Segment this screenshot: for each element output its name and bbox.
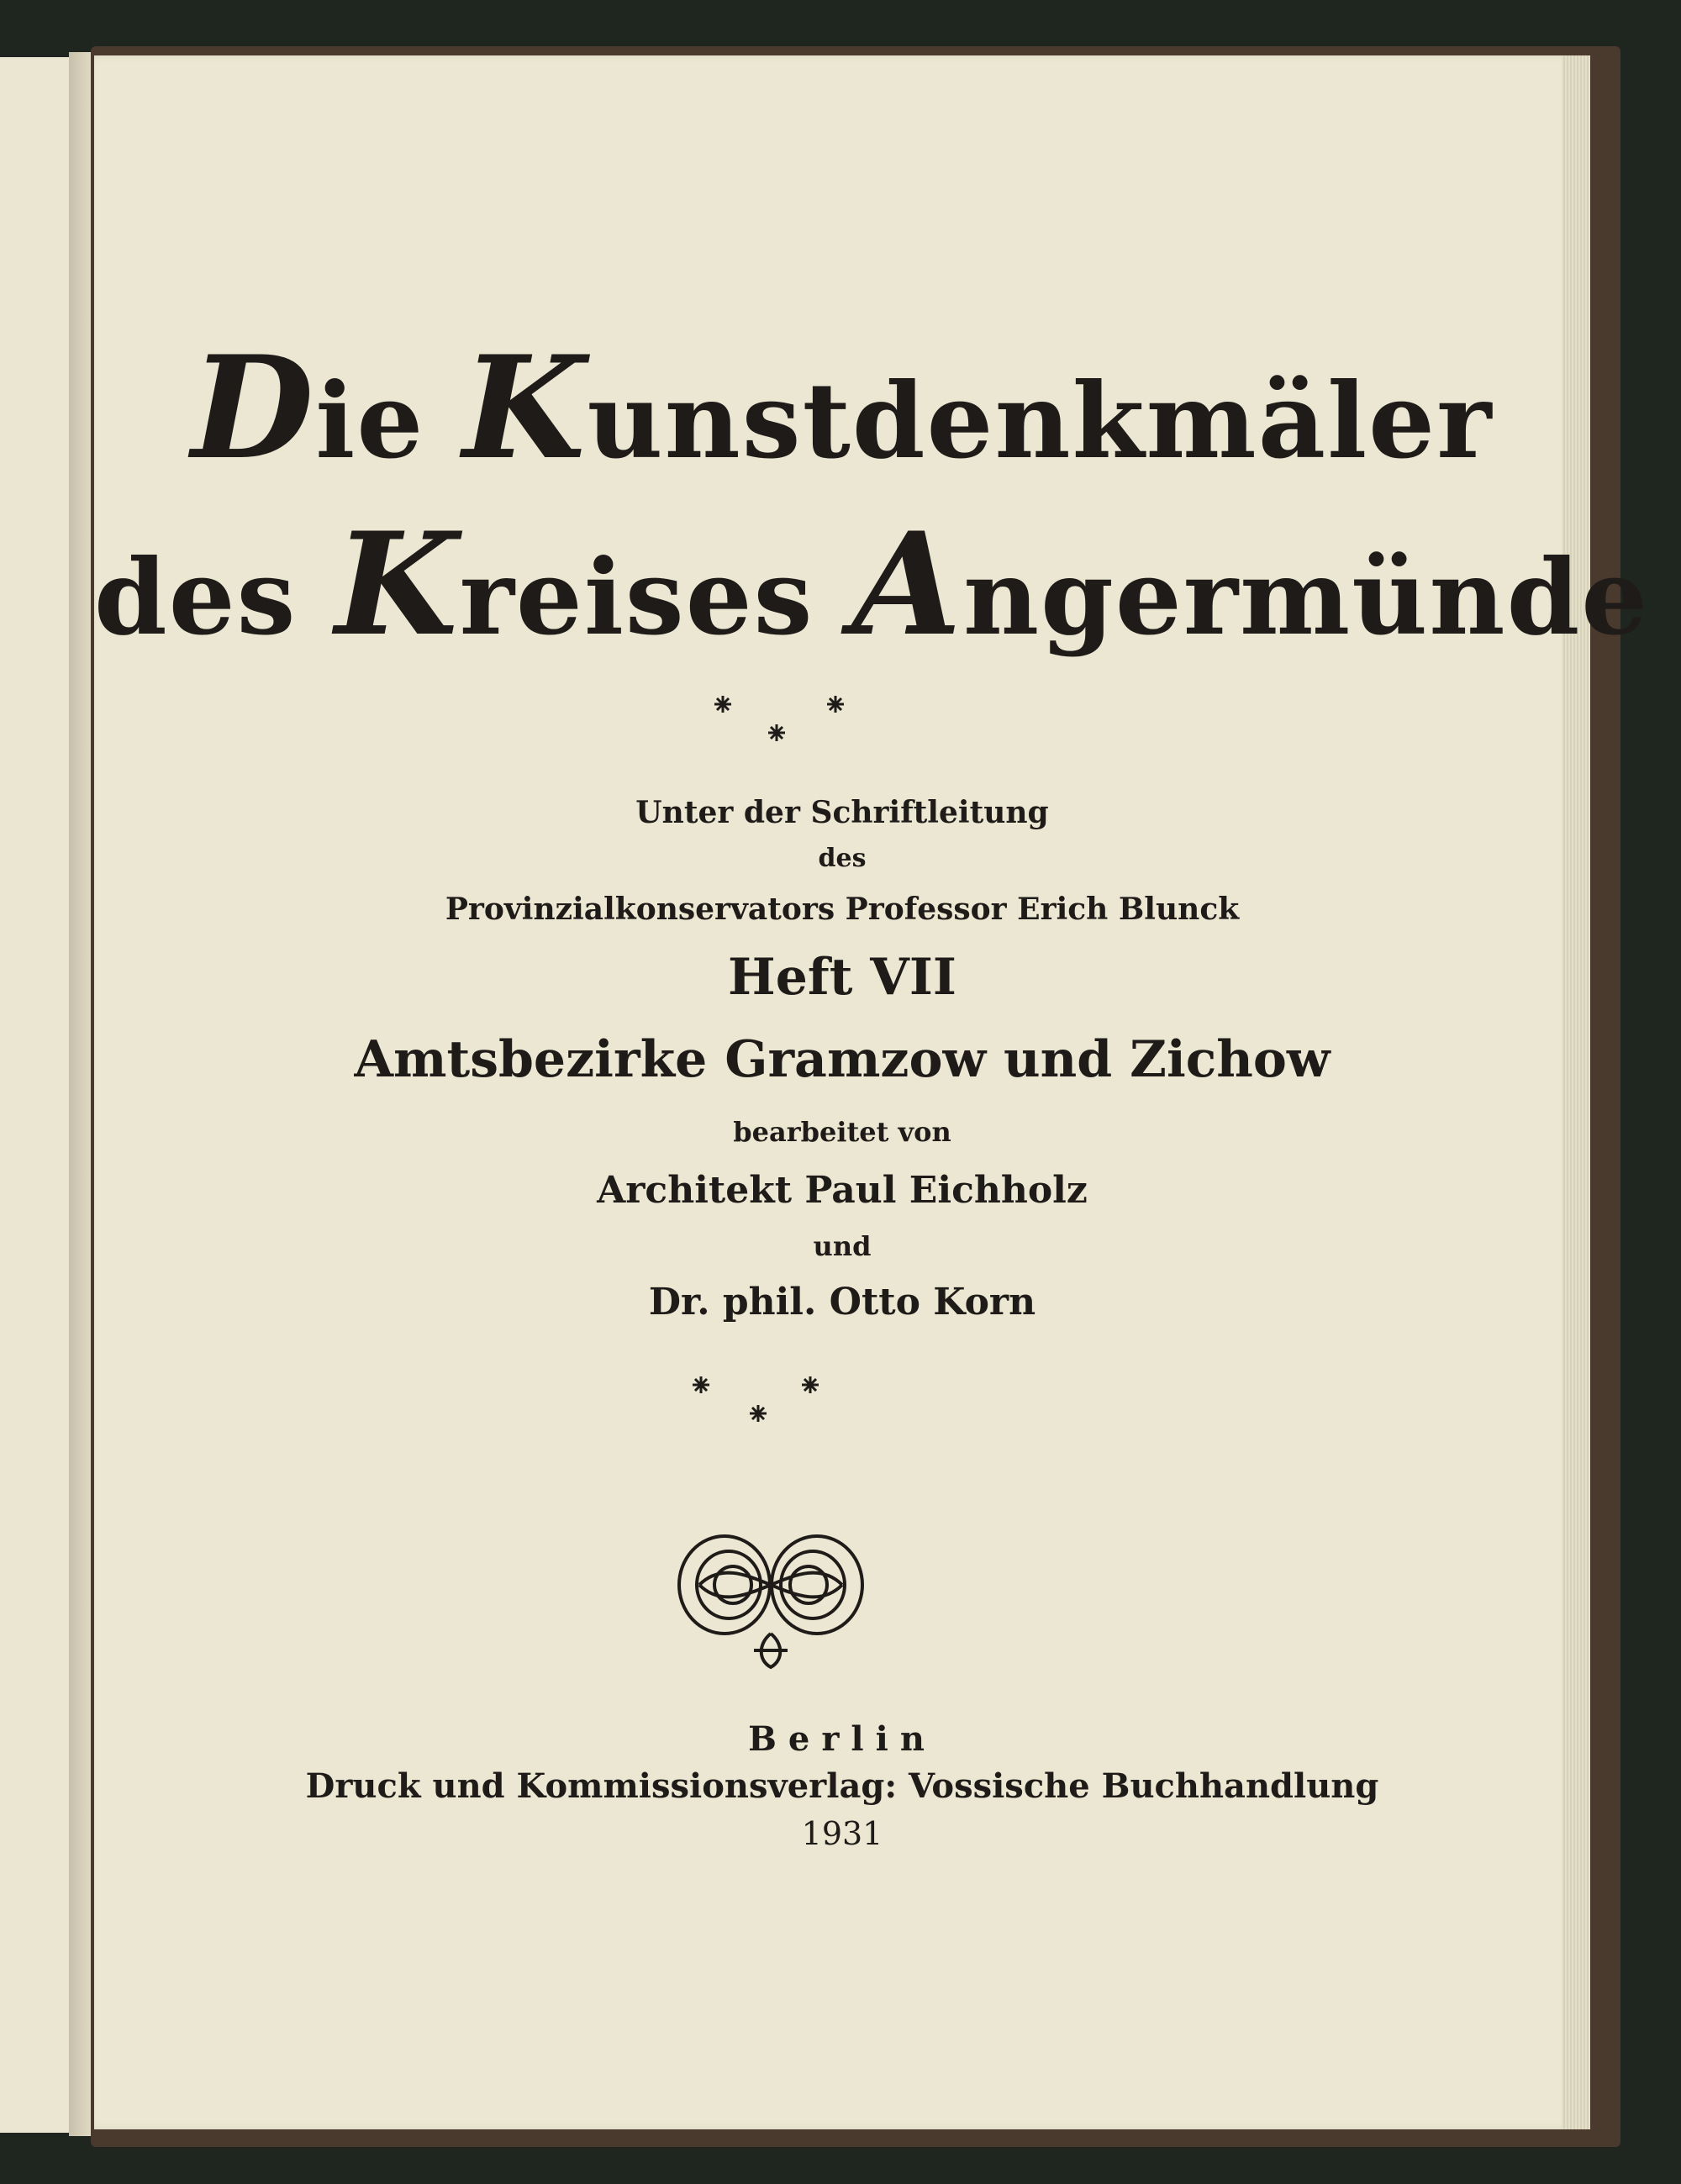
imprint-publisher: Druck und Kommissionsverlag: Vossische Buchhandlung xyxy=(305,1766,1379,1806)
asterism-ornament-bottom xyxy=(94,1366,1590,1434)
author-1: Architekt Paul Eichholz xyxy=(597,1169,1088,1212)
main-title-line-2: des Kreises Angermünde xyxy=(94,501,1650,667)
editorial-line-3: Provinzialkonservators Professor Erich Blunck xyxy=(445,892,1240,927)
title-page xyxy=(94,55,1650,2129)
left-page xyxy=(0,57,71,2133)
authors-conjunction: und xyxy=(813,1230,872,1262)
imprint-city: Berlin xyxy=(748,1719,936,1759)
initial-d: D xyxy=(191,324,316,491)
asterism-ornament-top xyxy=(94,686,1590,753)
authors-intro: bearbeitet von xyxy=(733,1116,951,1148)
initial-a: A xyxy=(851,501,963,667)
editorial-line-2: des xyxy=(818,844,867,873)
main-title-line-1: Die Kunstdenkmäler xyxy=(191,324,1494,491)
subtitle: Amtsbezirke Gramzow und Zichow xyxy=(354,1030,1331,1089)
initial-k2: K xyxy=(335,501,460,667)
volume-number: Heft VII xyxy=(728,948,956,1007)
editorial-line-1: Unter der Schriftleitung xyxy=(635,795,1049,830)
imprint-year: 1931 xyxy=(801,1815,883,1852)
knot-vignette-ornament xyxy=(674,1518,867,1677)
initial-k: K xyxy=(462,324,588,491)
author-2: Dr. phil. Otto Korn xyxy=(648,1281,1036,1324)
